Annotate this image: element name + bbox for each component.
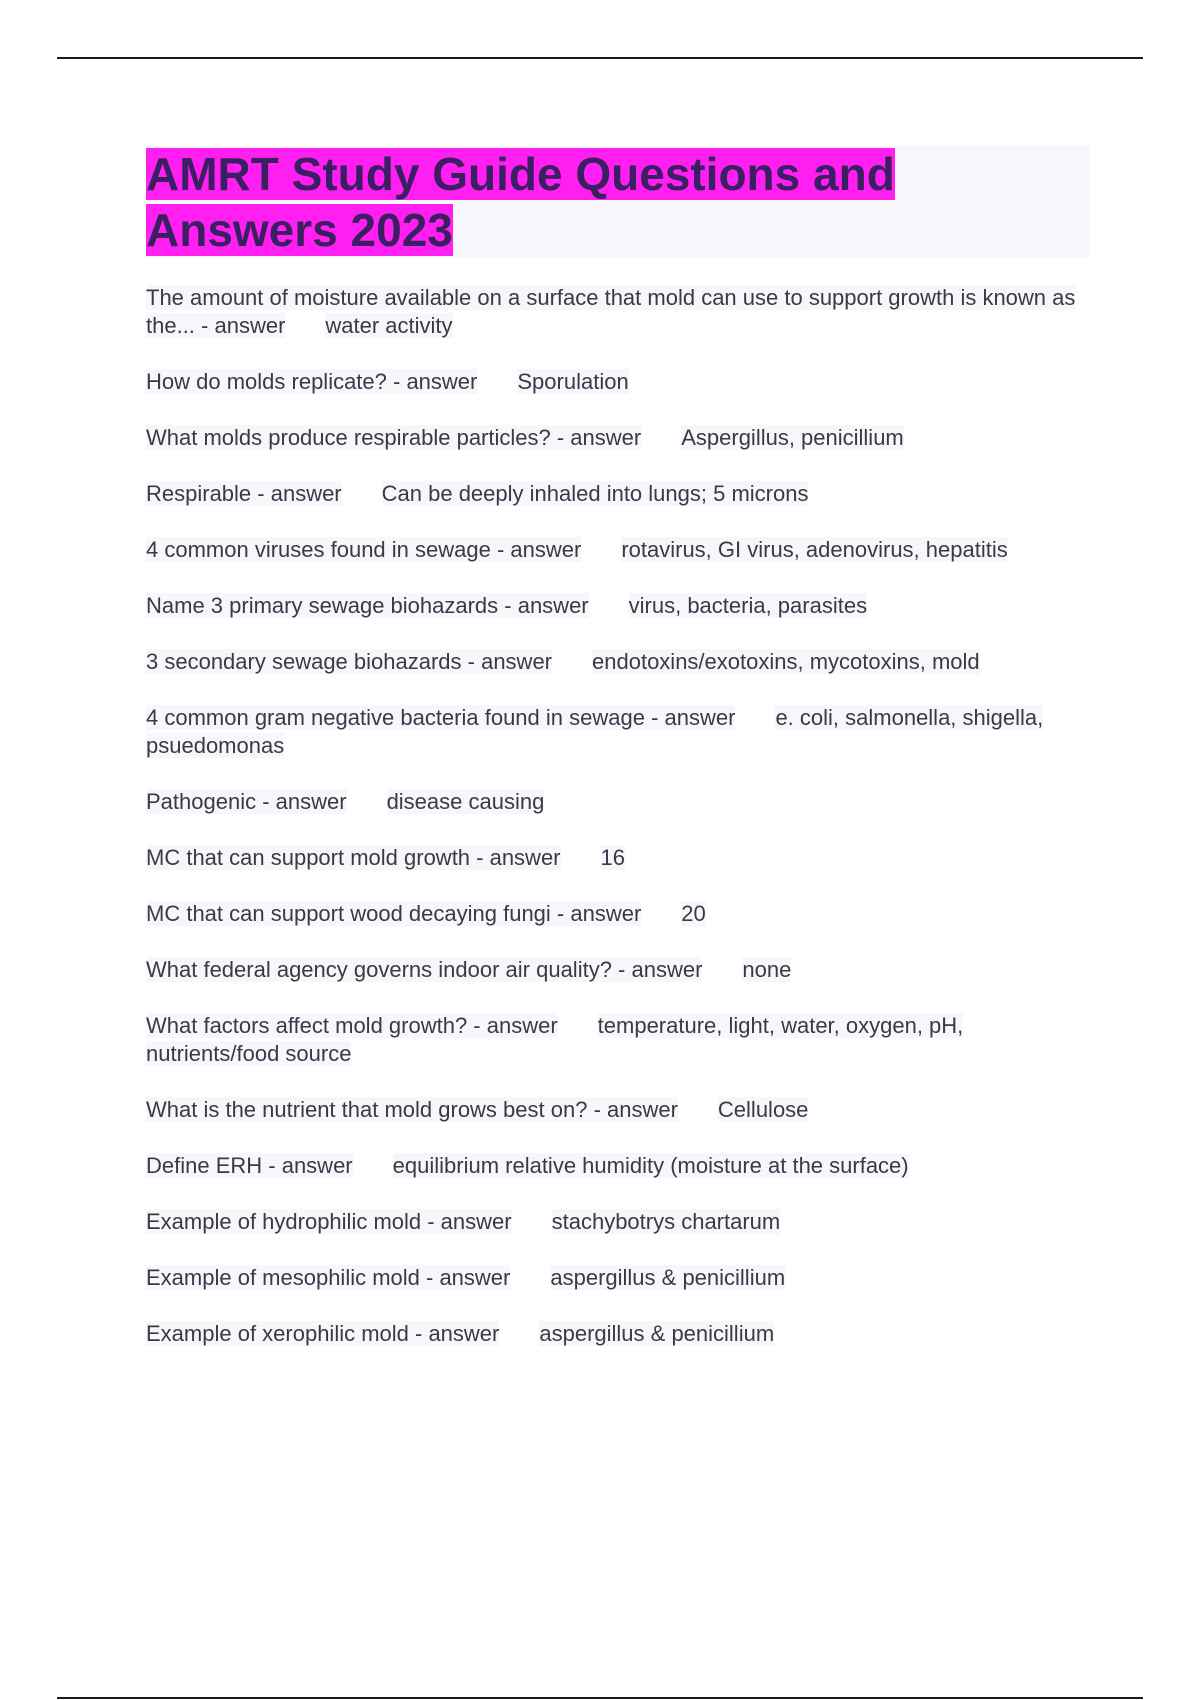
qa-question: MC that can support mold growth - answer <box>146 845 561 870</box>
qa-item <box>146 1012 1090 1068</box>
qa-item <box>146 1152 1090 1180</box>
qa-answer: virus, bacteria, parasites <box>628 593 868 618</box>
qa-question: Example of xerophilic mold - answer <box>146 1321 500 1346</box>
qa-answer: equilibrium relative humidity (moisture at the surface) <box>392 1153 909 1178</box>
qa-answer: stachybotrys chartarum <box>551 1209 781 1234</box>
qa-answer: water activity <box>325 313 453 338</box>
document-title <box>146 146 1090 258</box>
qa-item <box>146 844 1090 872</box>
qa-item <box>146 1320 1090 1348</box>
qa-answer: Can be deeply inhaled into lungs; 5 microns <box>381 481 809 506</box>
qa-question: 4 common viruses found in sewage - answer <box>146 537 582 562</box>
qa-item <box>146 1096 1090 1124</box>
qa-item <box>146 648 1090 676</box>
qa-item <box>146 592 1090 620</box>
qa-question: Define ERH - answer <box>146 1153 353 1178</box>
qa-question: MC that can support wood decaying fungi - answer <box>146 901 642 926</box>
qa-question: Pathogenic - answer <box>146 789 347 814</box>
qa-item <box>146 536 1090 564</box>
qa-answer: none <box>742 957 792 982</box>
qa-answer: 16 <box>600 845 625 870</box>
qa-answer: rotavirus, GI virus, adenovirus, hepatitis <box>621 537 1008 562</box>
qa-item <box>146 424 1090 452</box>
qa-item <box>146 704 1090 760</box>
qa-answer: e. coli, salmonella, shigella, psuedomonas <box>146 705 1044 758</box>
document-content <box>146 146 1090 1376</box>
qa-answer: Sporulation <box>517 369 629 394</box>
qa-item <box>146 480 1090 508</box>
title-highlight: AMRT Study Guide Questions and Answers 2023 <box>146 148 895 256</box>
qa-question: Name 3 primary sewage biohazards - answer <box>146 593 589 618</box>
qa-answer: Aspergillus, penicillium <box>681 425 904 450</box>
qa-question: What is the nutrient that mold grows best on? - answer <box>146 1097 678 1122</box>
qa-answer: aspergillus & penicillium <box>550 1265 786 1290</box>
page-top-rule <box>57 57 1143 59</box>
qa-item <box>146 900 1090 928</box>
qa-item <box>146 956 1090 984</box>
qa-answer: disease causing <box>386 789 545 814</box>
qa-answer: aspergillus & penicillium <box>539 1321 775 1346</box>
qa-question: Example of hydrophilic mold - answer <box>146 1209 512 1234</box>
title-block <box>146 146 1090 258</box>
qa-list <box>146 284 1090 1348</box>
qa-question: The amount of moisture available on a surface that mold can use to support growth is known as the... - answer <box>146 285 1076 338</box>
qa-question: What federal agency governs indoor air quality? - answer <box>146 957 703 982</box>
qa-item <box>146 1208 1090 1236</box>
qa-answer: 20 <box>681 901 706 926</box>
qa-item <box>146 368 1090 396</box>
qa-item <box>146 1264 1090 1292</box>
qa-item <box>146 788 1090 816</box>
qa-question: How do molds replicate? - answer <box>146 369 478 394</box>
qa-answer: temperature, light, water, oxygen, pH, nutrients/food source <box>146 1013 964 1066</box>
qa-item <box>146 284 1090 340</box>
qa-answer: Cellulose <box>717 1097 809 1122</box>
qa-question: 3 secondary sewage biohazards - answer <box>146 649 553 674</box>
qa-question: 4 common gram negative bacteria found in sewage - answer <box>146 705 736 730</box>
qa-question: Example of mesophilic mold - answer <box>146 1265 511 1290</box>
qa-question: What factors affect mold growth? - answer <box>146 1013 558 1038</box>
page-bottom-rule <box>57 1697 1143 1699</box>
qa-question: What molds produce respirable particles? - answer <box>146 425 642 450</box>
qa-question: Respirable - answer <box>146 481 342 506</box>
qa-answer: endotoxins/exotoxins, mycotoxins, mold <box>592 649 980 674</box>
